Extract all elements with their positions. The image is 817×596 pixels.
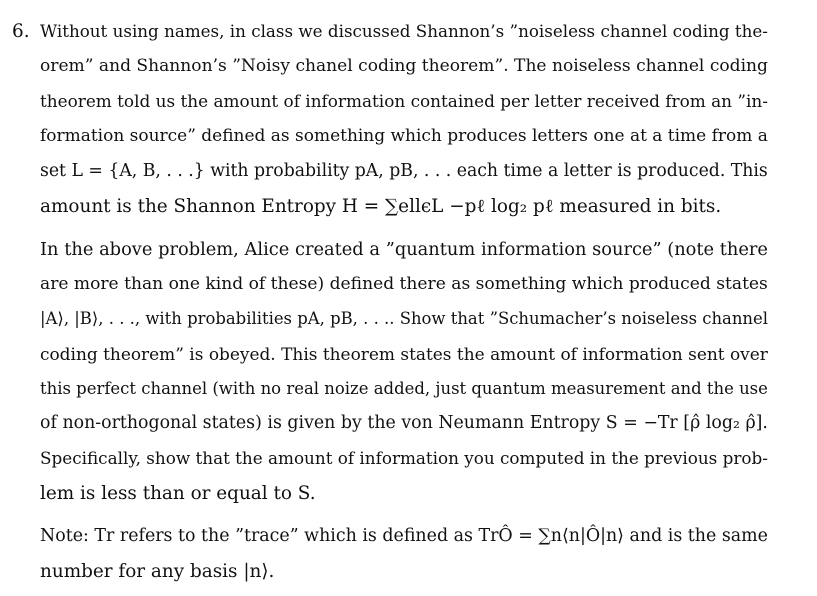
p3-line-1: Note: Tr refers to the ”trace” which is defined as TrÔ = ∑n⟨n|Ô|n⟩ and is the same bbox=[40, 526, 768, 546]
p1-line-5: set L = {A, B, . . .} with probability pA, pB, . . . each time a letter is produced. This bbox=[40, 161, 768, 181]
problem-number: 6. bbox=[12, 21, 30, 42]
p2-line-8: lem is less than or equal to S. bbox=[40, 483, 316, 504]
p1-line-2: orem” and Shannon’s ”Noisy chanel coding theorem”. The noiseless channel coding bbox=[40, 56, 768, 76]
p1-line-3: theorem told us the amount of information contained per letter received from an ”in- bbox=[40, 91, 768, 111]
p1-line-6: amount is the Shannon Entropy H = ∑ellϵL −pℓ log₂ pℓ measured in bits. bbox=[40, 196, 722, 217]
p2-line-4: coding theorem” is obeyed. This theorem states the amount of information sent over bbox=[40, 344, 768, 364]
p2-line-2: are more than one kind of these) defined there as something which produced states bbox=[40, 274, 768, 294]
p2-line-1: In the above problem, Alice created a ”quantum information source” (note there bbox=[40, 239, 768, 260]
p2-line-3: |A⟩, |B⟩, . . ., with probabilities pA, pB, . . .. Show that ”Schumacher’s noiseless channel bbox=[40, 309, 768, 328]
p3-line-2: number for any basis |n⟩. bbox=[40, 561, 275, 582]
p1-line-1: Without using names, in class we discussed Shannon’s ”noiseless channel coding the- bbox=[40, 21, 768, 41]
p2-line-6: of non-orthogonal states) is given by the von Neumann Entropy S = −Tr [ρ̂ log₂ ρ̂]. bbox=[40, 413, 768, 433]
p2-line-7: Specifically, show that the amount of information you computed in the previous prob- bbox=[40, 448, 768, 468]
p1-line-4: formation source” defined as something which produces letters one at a time from a bbox=[40, 126, 768, 146]
p2-line-5: this perfect channel (with no real noize added, just quantum measurement and the use bbox=[40, 379, 768, 398]
